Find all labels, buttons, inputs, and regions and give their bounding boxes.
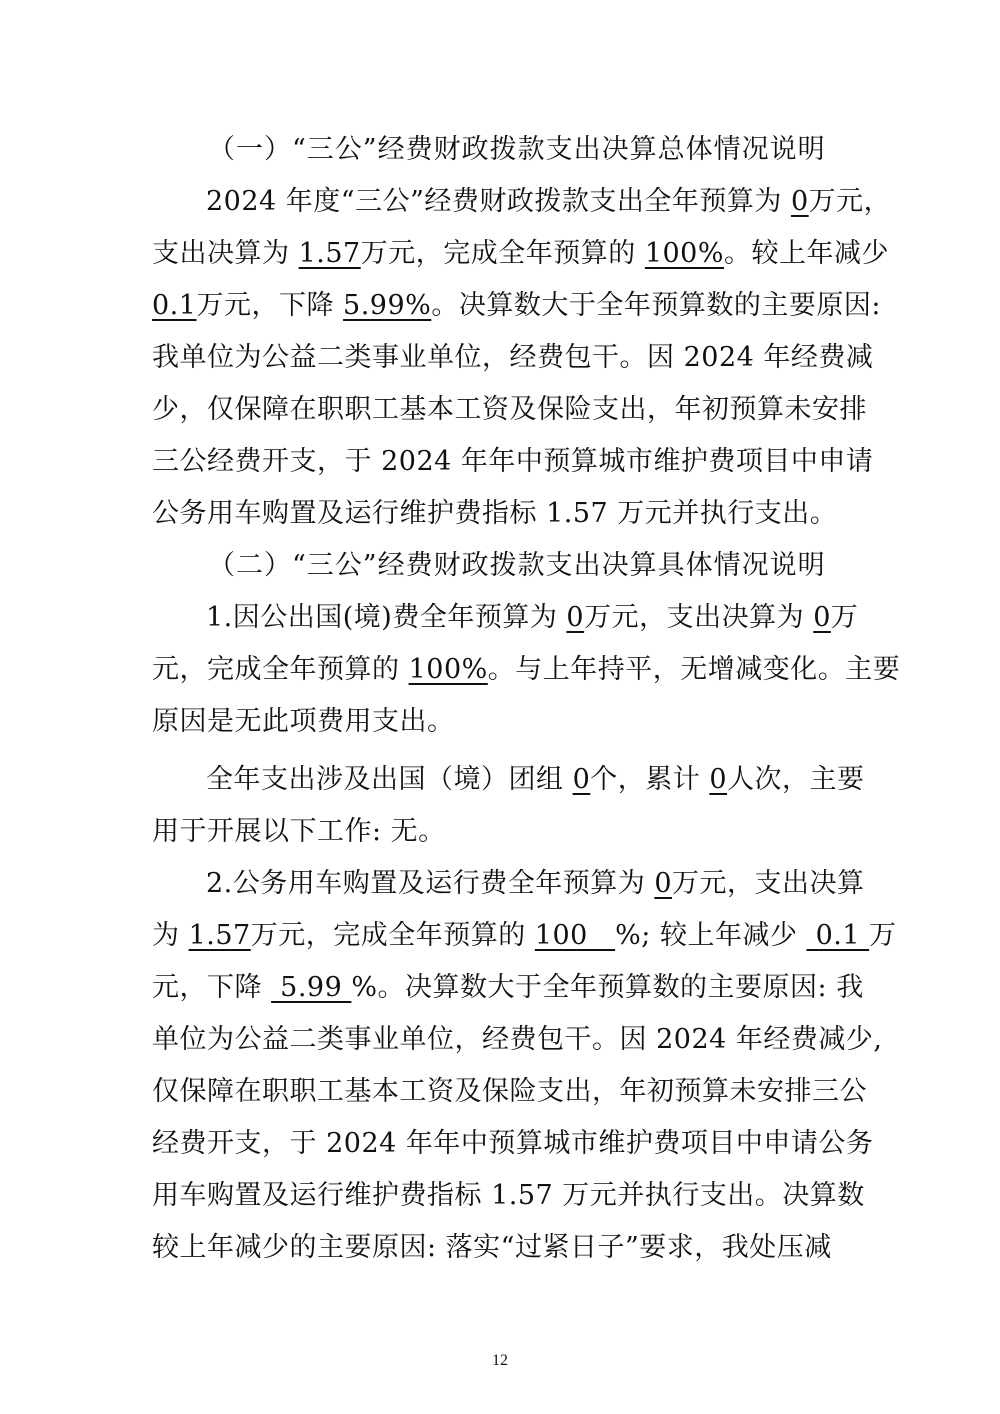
underlined-value: 0 (813, 602, 831, 633)
underlined-value: 0 (709, 764, 728, 795)
underlined-value: 1.57 (298, 238, 361, 269)
paragraph-line: 三公经费开支，于 2024 年年中预算城市维护费项目中申请 (152, 446, 874, 477)
section-2-heading: （二）“三公”经费财政拨款支出决算具体情况说明 (208, 550, 826, 581)
text-run: 支出决算为 (152, 238, 299, 269)
paragraph-line (206, 598, 859, 638)
text-run: 1.因公出国(境)费全年预算为 (206, 602, 567, 633)
underlined-value: 100% (408, 654, 488, 685)
paragraph-line (206, 182, 892, 222)
underlined-value: 0.1 (806, 920, 870, 951)
paragraph-line (152, 650, 901, 690)
underlined-value: 5.99% (343, 290, 432, 321)
text-run: 个，累计 (590, 764, 710, 795)
paragraph-line: 用车购置及运行维护费指标 1.57 万元并执行支出。决算数 (152, 1180, 865, 1211)
underlined-value: 0 (572, 764, 591, 795)
underlined-value: 100% (644, 238, 725, 269)
text-run: 万 (869, 920, 897, 951)
text-run: 。决算数大于全年预算数的主要原因: (431, 290, 881, 321)
underlined-value: 0.1 (152, 290, 197, 321)
paragraph-line (152, 286, 881, 326)
paragraph-line: 少，仅保障在职职工基本工资及保险支出，年初预算未安排 (152, 394, 867, 425)
text-run: 万元，完成全年预算的 (360, 238, 645, 269)
paragraph-line: 经费开支，于 2024 年年中预算城市维护费项目中申请公务 (152, 1128, 874, 1159)
text-run: 万元，完成全年预算的 (250, 920, 535, 951)
text-run: 元，下降 (152, 972, 272, 1003)
paragraph-line: 仅保障在职职工基本工资及保险支出，年初预算未安排三公 (152, 1076, 867, 1107)
underlined-value: 0 (654, 868, 673, 899)
paragraph-line (206, 864, 865, 904)
paragraph-line (152, 916, 897, 956)
underlined-value: 0 (566, 602, 585, 633)
text-run: 万元，支出决算 (672, 868, 865, 899)
paragraph-line (206, 760, 865, 800)
section-1-heading: （一）“三公”经费财政拨款支出决算总体情况说明 (208, 134, 826, 165)
page-number: 12 (492, 1352, 508, 1369)
paragraph-line: 较上年减少的主要原因: 落实“过紧日子”要求，我处压减 (152, 1232, 832, 1263)
text-run: 2024 年度“三公”经费财政拨款支出全年预算为 (206, 186, 791, 217)
text-run: 2.公务用车购置及运行费全年预算为 (206, 868, 655, 899)
underlined-value: 100 (534, 920, 616, 951)
paragraph-line: 原因是无此项费用支出。 (152, 706, 455, 737)
paragraph-line: 单位为公益二类事业单位，经费包干。因 2024 年经费减少, (152, 1024, 883, 1055)
underlined-value: 1.57 (188, 920, 251, 951)
text-run: 万 (830, 602, 859, 633)
text-run: %; 较上年减少 (615, 920, 807, 951)
paragraph-line: 用于开展以下工作: 无。 (152, 816, 446, 847)
text-run: 元，完成全年预算的 (152, 654, 409, 685)
text-run: 万元，下降 (196, 290, 344, 321)
paragraph-line (152, 968, 864, 1008)
underlined-value: 5.99 (271, 972, 352, 1003)
paragraph-line: 公务用车购置及运行维护费指标 1.57 万元并执行支出。 (152, 498, 838, 529)
text-run: 人次，主要 (727, 764, 865, 795)
text-run: 。与上年持平，无增减变化。主要 (487, 654, 901, 685)
text-run: 。较上年减少 (724, 238, 890, 269)
text-run: 为 (152, 920, 189, 951)
text-run: 万元， (808, 186, 892, 217)
underlined-value: 0 (790, 186, 809, 217)
text-run: 万元，支出决算为 (584, 602, 814, 633)
text-run: 全年支出涉及出国（境）团组 (206, 764, 573, 795)
paragraph-line (152, 234, 890, 274)
paragraph-line: 我单位为公益二类事业单位，经费包干。因 2024 年经费减 (152, 342, 874, 373)
text-run: %。决算数大于全年预算数的主要原因: 我 (351, 972, 864, 1003)
